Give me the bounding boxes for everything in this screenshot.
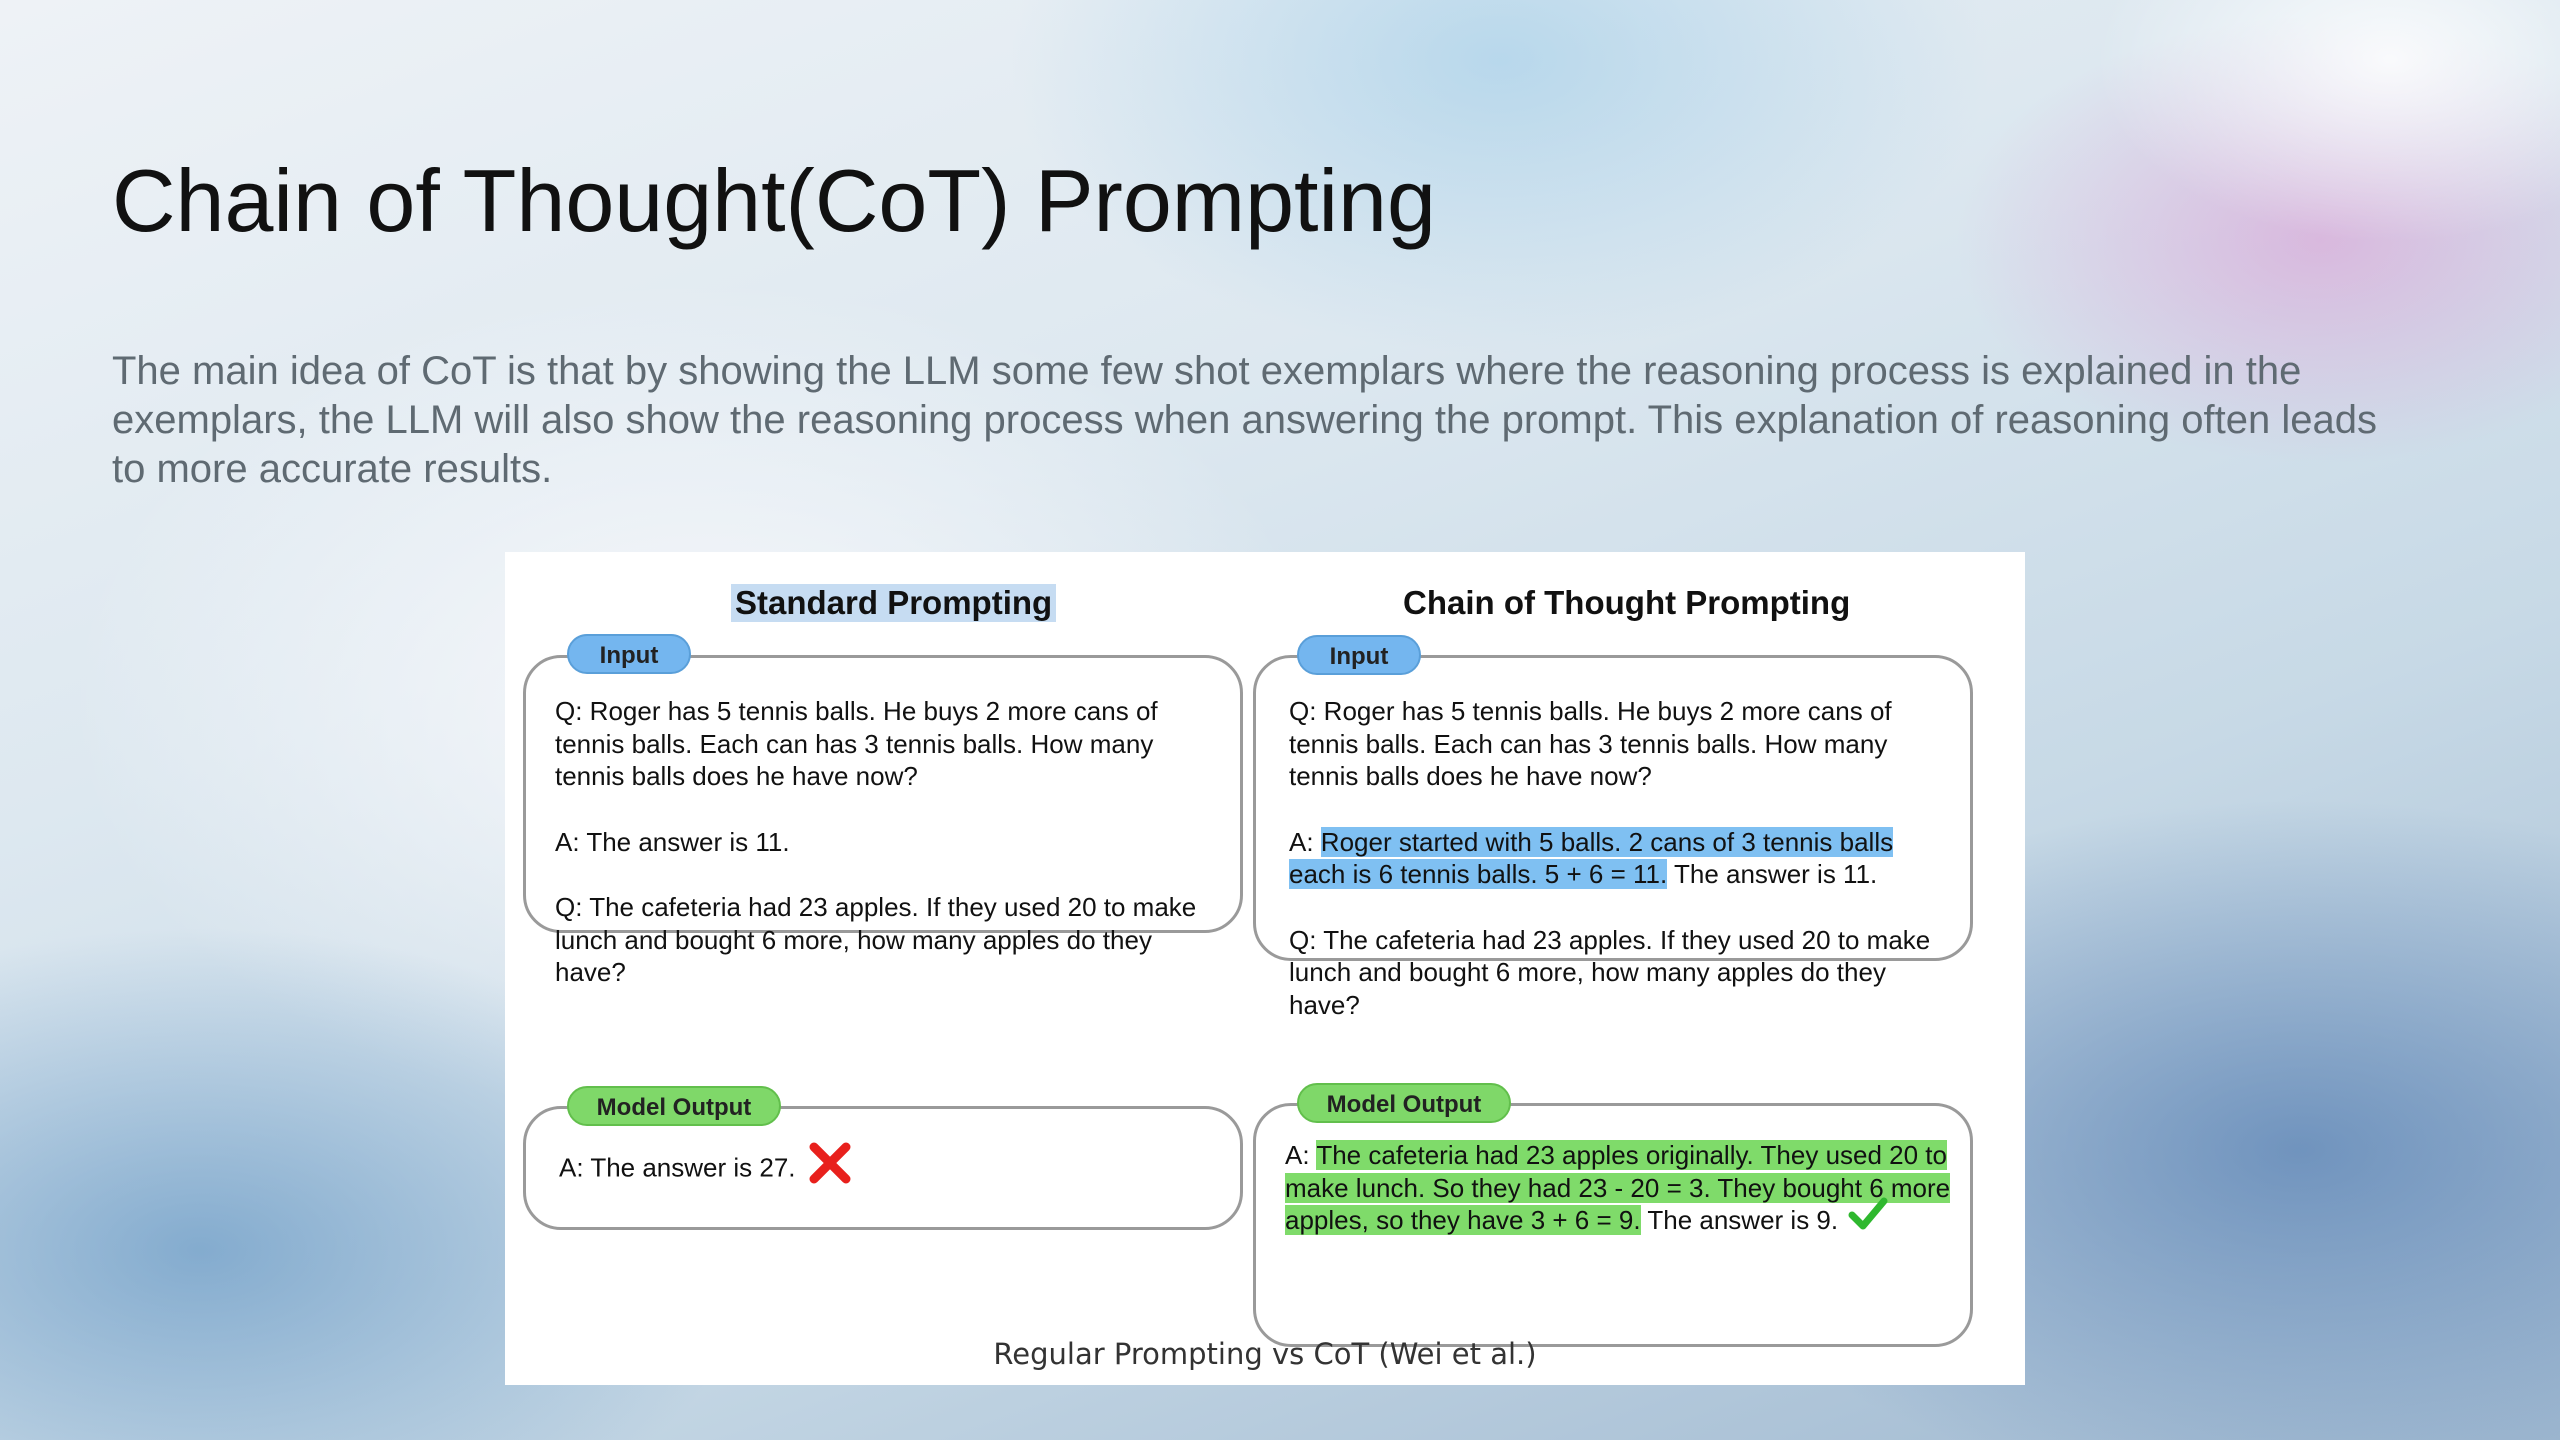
cot-reasoning-highlight: Roger started with 5 balls. 2 cans of 3 tennis balls each is 6 tennis balls. 5 + 6 = 11. — [1289, 826, 1894, 889]
green-check-icon — [1848, 1196, 1888, 1240]
standard-input-label: Input — [567, 634, 691, 674]
standard-prompting-heading: Standard Prompting — [731, 584, 1056, 622]
cot-comparison-figure — [505, 552, 2025, 1385]
standard-question-2: Q: The cafeteria had 23 apples. If they used 20 to make lunch and bought 6 more, how many apples do they have? — [555, 892, 1197, 987]
cot-input-box — [1253, 655, 1973, 1020]
cot-output-text — [1285, 1139, 1955, 1240]
standard-output-label: Model Output — [567, 1086, 781, 1126]
slide-body-text: The main idea of CoT is that by showing the LLM some few shot exemplars where the reasoning process is explained in the exemplars, the LLM will also show the reasoning process when answering the prompt. This explanation of reasoning often leads to more accurate results. — [112, 349, 2377, 491]
cot-output-prefix: A: — [1285, 1140, 1317, 1170]
standard-question-1: Q: Roger has 5 tennis balls. He buys 2 more cans of tennis balls. Each can has 3 tennis balls. How many tennis balls does he have now? — [555, 696, 1158, 791]
cot-input-label: Input — [1297, 635, 1421, 675]
cot-output-box — [1253, 1103, 1973, 1347]
standard-input-box — [523, 655, 1243, 987]
slide-title: Chain of Thought(CoT) Prompting — [112, 151, 1436, 250]
standard-answer-1: A: The answer is 11. — [555, 826, 790, 857]
cot-answer-1 — [1289, 826, 1954, 891]
figure-caption: Regular Prompting vs CoT (Wei et al.) — [993, 1337, 1537, 1371]
cot-question-1: Q: Roger has 5 tennis balls. He buys 2 more cans of tennis balls. Each can has 3 tennis balls. How many tennis balls does he have now? — [1289, 696, 1892, 791]
cot-output-label: Model Output — [1297, 1083, 1511, 1123]
cot-prompting-heading: Chain of Thought Prompting — [1403, 584, 1851, 621]
red-x-icon — [808, 1141, 852, 1193]
standard-input-text — [555, 695, 1220, 989]
cot-output-reasoning-highlight: The cafeteria had 23 apples originally. They used 20 to make lunch. So they had 23 - 20 = 3. They bought 6 more apples, so they have 3 + 6 = 9. — [1285, 1140, 1951, 1235]
cot-answer-1-final: The answer is 11. — [1667, 859, 1878, 889]
standard-output-text — [559, 1147, 1224, 1193]
standard-output-answer: A: The answer is 27. — [559, 1152, 796, 1183]
cot-answer-1-prefix: A: — [1289, 826, 1321, 857]
cot-question-2: Q: The cafeteria had 23 apples. If they used 20 to make lunch and bought 6 more, how many apples do they have? — [1289, 924, 1931, 1020]
cot-output-final: The answer is 9. — [1640, 1205, 1839, 1235]
cot-input-text — [1289, 695, 1954, 1021]
